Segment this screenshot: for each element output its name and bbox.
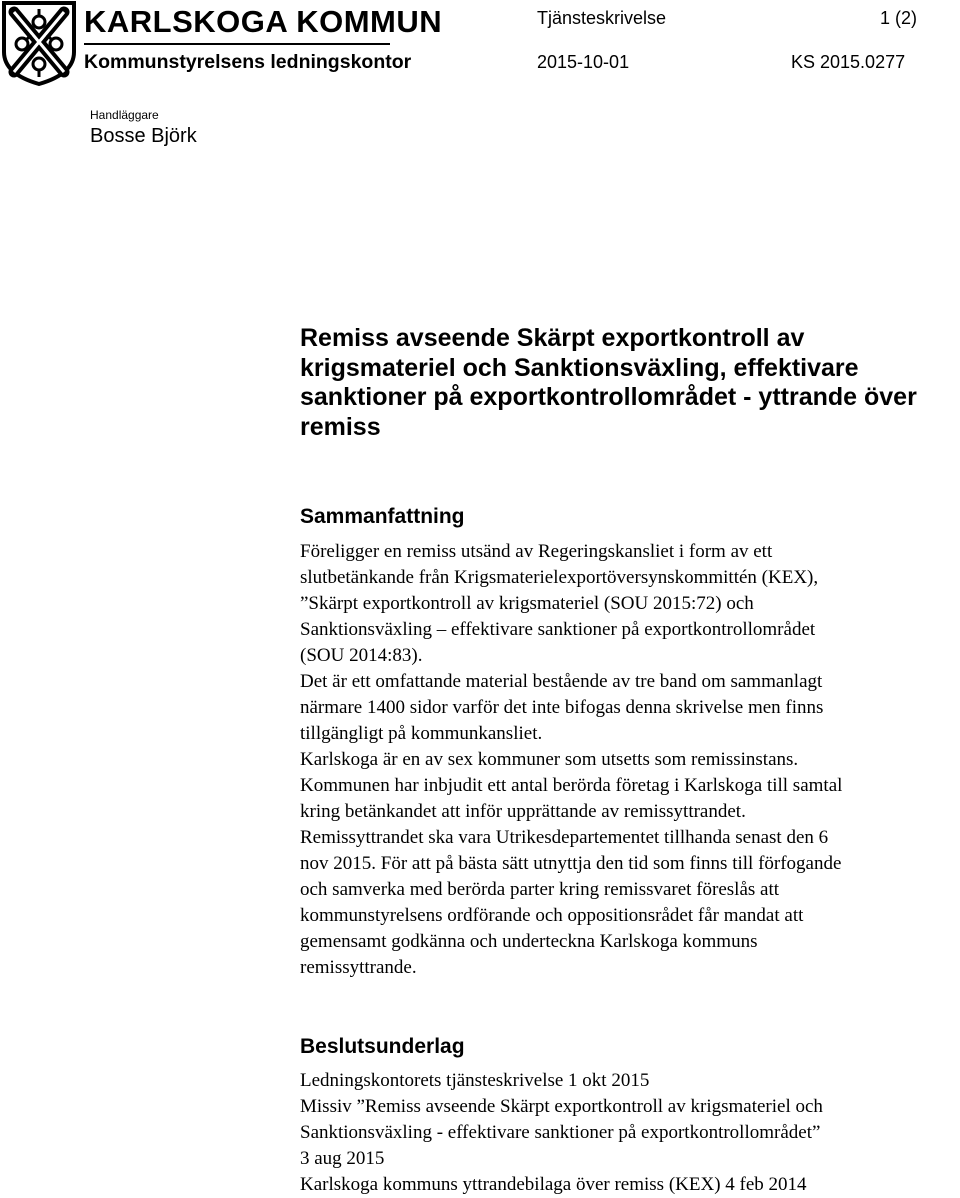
handler-label: Handläggare	[90, 108, 159, 122]
summary-line: gemensamt godkänna och underteckna Karlskoga kommuns	[300, 931, 758, 952]
summary-body	[300, 539, 960, 981]
summary-line: Karlskoga är en av sex kommuner som utsetts som remissinstans.	[300, 749, 799, 770]
handler-name: Bosse Björk	[90, 125, 197, 147]
municipal-coat-of-arms-icon	[0, 0, 78, 86]
summary-line: nov 2015. För att på bästa sätt utnyttja den tid som finns till förfogande	[300, 853, 842, 874]
summary-line: Det är ett omfattande material bestående av tre band om sammanlagt	[300, 671, 823, 692]
summary-line: kring betänkandet att inför upprättande av remissyttrandet.	[300, 801, 746, 822]
decision-basis-line: 3 aug 2015	[300, 1148, 385, 1169]
summary-line: och samverka med berörda parter kring remissvaret föreslås att	[300, 879, 780, 900]
organization-name: KARLSKOGA KOMMUN	[84, 4, 443, 39]
title-line: krigsmateriel och Sanktionsväxling, effektivare	[300, 353, 859, 382]
summary-line: slutbetänkande från Krigsmaterielexportöversynskommittén (KEX),	[300, 567, 819, 588]
decision-basis-line: Karlskoga kommuns yttrandebilaga över remiss (KEX) 4 feb 2014	[300, 1174, 807, 1195]
page-number: 1 (2)	[880, 8, 918, 28]
summary-line: Föreligger en remiss utsänd av Regeringskansliet i form av ett	[300, 541, 773, 562]
document-title	[300, 324, 940, 442]
header-divider	[84, 43, 390, 45]
summary-line: remissyttrande.	[300, 957, 417, 978]
decision-basis-line: Ledningskontorets tjänsteskrivelse 1 okt 2015	[300, 1070, 650, 1091]
summary-line: ”Skärpt exportkontroll av krigsmateriel (SOU 2015:72) och	[300, 593, 754, 614]
summary-heading: Sammanfattning	[300, 505, 465, 528]
title-line: remiss	[300, 412, 381, 441]
title-line: sanktioner på exportkontrollområdet - yttrande över	[300, 383, 917, 411]
decision-basis-line: Sanktionsväxling - effektivare sanktioner på exportkontrollområdet”	[300, 1122, 821, 1143]
document-date: 2015-10-01	[537, 52, 630, 72]
summary-line: Remissyttrandet ska vara Utrikesdepartementet tillhanda senast den 6	[300, 827, 829, 848]
summary-line: Kommunen har inbjudit ett antal berörda företag i Karlskoga till samtal	[300, 775, 843, 796]
decision-basis-heading: Beslutsunderlag	[300, 1035, 465, 1058]
title-line: Remiss avseende Skärpt exportkontroll av	[300, 324, 805, 352]
summary-line: tillgängligt på kommunkansliet.	[300, 723, 543, 744]
case-number: KS 2015.0277	[791, 52, 906, 72]
summary-line: Sanktionsväxling – effektivare sanktioner på exportkontrollområdet	[300, 619, 816, 640]
decision-basis-body	[300, 1068, 960, 1198]
decision-basis-line: Missiv ”Remiss avseende Skärpt exportkontroll av krigsmateriel och	[300, 1096, 823, 1117]
organization-department: Kommunstyrelsens ledningskontor	[84, 51, 412, 73]
summary-line: kommunstyrelsens ordförande och oppositionsrådet får mandat att	[300, 905, 804, 926]
summary-line: närmare 1400 sidor varför det inte bifogas denna skrivelse men finns	[300, 697, 824, 718]
document-type: Tjänsteskrivelse	[537, 8, 667, 28]
summary-line: (SOU 2014:83).	[300, 645, 423, 666]
